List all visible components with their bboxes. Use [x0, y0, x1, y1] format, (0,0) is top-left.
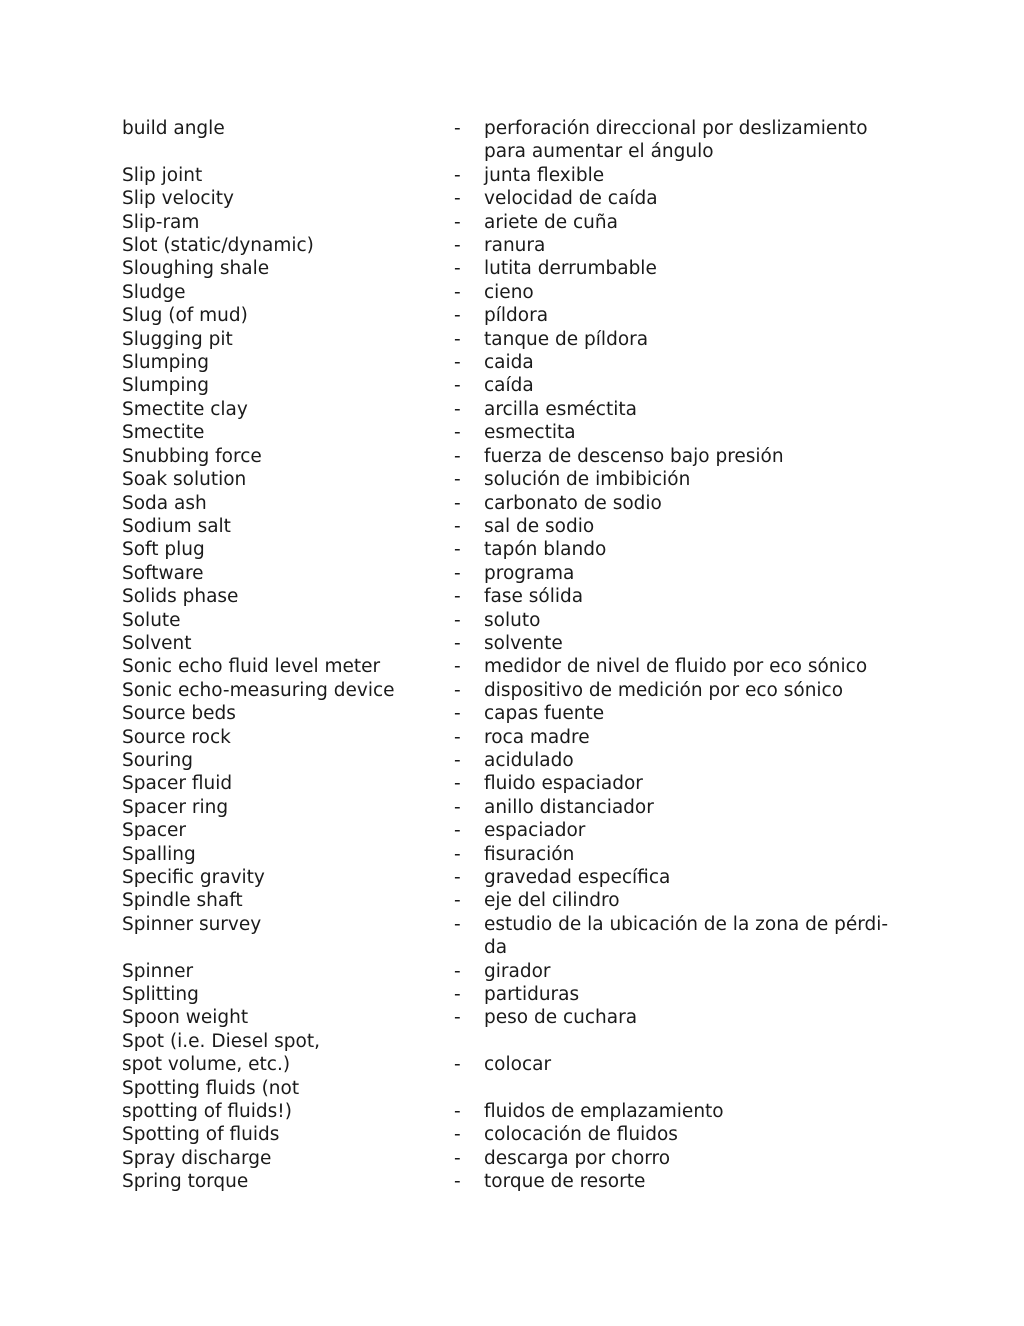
entry-translation: fluido espaciador [484, 773, 643, 795]
glossary-entry [122, 562, 902, 585]
entry-term: Solvent [122, 632, 192, 654]
entry-translation: programa [484, 562, 575, 584]
entry-dash: - [454, 1007, 461, 1029]
entry-translation: carbonato de sodio [484, 492, 662, 514]
glossary-entry [122, 1170, 902, 1193]
glossary-entry [122, 585, 902, 608]
entry-translation: dispositivo de medición por eco sónico [484, 679, 844, 701]
entry-term: Splitting [122, 984, 199, 1006]
entry-term: Smectite [122, 422, 205, 444]
entry-translation: esmectita [484, 422, 576, 444]
entry-term: Spring torque [122, 1171, 249, 1193]
entry-term: Spray discharge [122, 1147, 272, 1169]
entry-translation: caída [484, 375, 534, 397]
entry-translation: peso de cuchara [484, 1007, 638, 1029]
glossary-entry [122, 702, 902, 725]
glossary-entry [122, 211, 902, 234]
entry-translation: torque de resorte [484, 1171, 646, 1193]
entry-term: Slip-ram [122, 211, 200, 233]
entry-dash: - [454, 679, 461, 701]
entry-term: Spacer fluid [122, 773, 233, 795]
entry-term: Smectite clay [122, 398, 248, 420]
entry-translation: anillo distanciador [484, 796, 654, 818]
entry-term: Spinner [122, 960, 194, 982]
entry-dash: - [454, 749, 461, 771]
entry-term: Soft plug [122, 539, 205, 561]
entry-translation: capas fuente [484, 703, 605, 725]
glossary-entry [122, 960, 902, 983]
entry-translation: descarga por chorro [484, 1147, 671, 1169]
glossary-entry [122, 843, 902, 866]
entry-translation: fase sólida [484, 586, 584, 608]
entry-term: Spot (i.e. Diesel spot, spot volume, etc.) [122, 1030, 320, 1076]
glossary-entry [122, 772, 902, 795]
entry-dash: - [454, 726, 461, 748]
entry-dash: - [454, 492, 461, 514]
entry-term: Soak solution [122, 469, 247, 491]
entry-term: Slip velocity [122, 188, 234, 210]
glossary-entry [122, 1147, 902, 1170]
entry-term: Snubbing force [122, 445, 262, 467]
entry-term: Sloughing shale [122, 258, 270, 280]
entry-translation: acidulado [484, 749, 574, 771]
entry-translation: tapón blando [484, 539, 607, 561]
entry-term: Solids phase [122, 586, 239, 608]
glossary-entry [122, 866, 902, 889]
entry-dash: - [454, 352, 461, 374]
entry-translation: estudio de la ubicación de la zona de pérdi- da [484, 913, 889, 959]
entry-dash: - [454, 913, 461, 935]
glossary-entry [122, 655, 902, 678]
entry-translation: tanque de píldora [484, 328, 649, 350]
glossary-entry [122, 117, 902, 164]
entry-term: Sludge [122, 281, 186, 303]
entry-dash: - [454, 235, 461, 257]
entry-term: Slugging pit [122, 328, 233, 350]
entry-dash: - [454, 375, 461, 397]
entry-dash: - [454, 1171, 461, 1193]
entry-translation: ariete de cuña [484, 211, 618, 233]
entry-dash: - [454, 281, 461, 303]
entry-translation: píldora [484, 305, 549, 327]
entry-translation: fuerza de descenso bajo presión [484, 445, 784, 467]
entry-dash: - [454, 703, 461, 725]
entry-term: Slug (of mud) [122, 305, 248, 327]
glossary-entry [122, 1006, 902, 1029]
entry-term: Spinner survey [122, 913, 262, 935]
entry-translation: arcilla esméctita [484, 398, 637, 420]
entry-dash: - [454, 164, 461, 186]
entry-dash: - [454, 890, 461, 912]
entry-dash: - [454, 188, 461, 210]
entry-translation: solución de imbibición [484, 469, 691, 491]
entry-dash: - [454, 773, 461, 795]
glossary-entry [122, 1077, 902, 1124]
entry-term: Souring [122, 749, 194, 771]
glossary-entry [122, 726, 902, 749]
entry-term: Spindle shaft [122, 890, 243, 912]
entry-term: Spacer ring [122, 796, 229, 818]
entry-term: Spotting of fluids [122, 1124, 280, 1146]
entry-translation: soluto [484, 609, 541, 631]
glossary-entry [122, 445, 902, 468]
entry-term: Slumping [122, 352, 209, 374]
glossary-entry [122, 1030, 902, 1077]
entry-dash: - [454, 632, 461, 654]
glossary-entry [122, 304, 902, 327]
entry-translation: colocar [484, 1054, 552, 1076]
entry-term: Spoon weight [122, 1007, 249, 1029]
entry-dash: - [454, 562, 461, 584]
entry-translation: ranura [484, 235, 546, 257]
glossary-list [122, 117, 902, 1194]
entry-dash: - [454, 515, 461, 537]
glossary-entry [122, 889, 902, 912]
entry-term: Source rock [122, 726, 231, 748]
entry-term: Sonic echo fluid level meter [122, 656, 381, 678]
entry-dash: - [454, 398, 461, 420]
entry-term: Slumping [122, 375, 209, 397]
entry-term: Source beds [122, 703, 236, 725]
glossary-entry [122, 374, 902, 397]
glossary-entry [122, 398, 902, 421]
glossary-entry [122, 749, 902, 772]
entry-translation: caida [484, 352, 534, 374]
entry-dash: - [454, 1101, 461, 1123]
entry-translation: velocidad de caída [484, 188, 658, 210]
glossary-entry [122, 819, 902, 842]
entry-term: build angle [122, 118, 225, 139]
entry-term: Spalling [122, 843, 196, 865]
entry-dash: - [454, 586, 461, 608]
glossary-entry [122, 983, 902, 1006]
entry-dash: - [454, 609, 461, 631]
glossary-entry [122, 257, 902, 280]
entry-dash: - [454, 796, 461, 818]
entry-dash: - [454, 960, 461, 982]
glossary-entry [122, 632, 902, 655]
entry-translation: espaciador [484, 820, 586, 842]
glossary-entry [122, 679, 902, 702]
glossary-entry [122, 796, 902, 819]
entry-translation: fluidos de emplazamiento [484, 1101, 724, 1123]
entry-dash: - [454, 820, 461, 842]
entry-term: Software [122, 562, 204, 584]
glossary-entry [122, 328, 902, 351]
entry-dash: - [454, 867, 461, 888]
entry-term: Slot (static/dynamic) [122, 235, 314, 257]
entry-translation: colocación de fluidos [484, 1124, 678, 1146]
entry-term: Slip joint [122, 164, 203, 186]
entry-dash: - [454, 328, 461, 350]
glossary-entry [122, 351, 902, 374]
entry-term: Spacer [122, 820, 186, 842]
entry-term: Sodium salt [122, 515, 231, 537]
entry-translation: perforación direccional por deslizamiento para aumentar el ángulo [484, 118, 868, 163]
entry-dash: - [454, 305, 461, 327]
glossary-entry [122, 421, 902, 444]
entry-translation: partiduras [484, 984, 580, 1006]
entry-translation: girador [484, 960, 551, 982]
entry-translation: junta flexible [484, 164, 605, 186]
entry-dash: - [454, 539, 461, 561]
glossary-entry [122, 468, 902, 491]
entry-term: Specific gravity [122, 867, 265, 888]
glossary-entry [122, 281, 902, 304]
entry-dash: - [454, 469, 461, 491]
entry-dash: - [454, 445, 461, 467]
entry-dash: - [454, 1054, 461, 1076]
entry-term: Soda ash [122, 492, 207, 514]
glossary-entry [122, 234, 902, 257]
entry-translation: roca madre [484, 726, 590, 748]
glossary-entry [122, 164, 902, 187]
entry-translation: solvente [484, 632, 563, 654]
entry-term: Sonic echo-measuring device [122, 679, 395, 701]
glossary-entry [122, 492, 902, 515]
entry-translation: gravedad específica [484, 867, 671, 888]
entry-dash: - [454, 118, 461, 139]
entry-translation: fisuración [484, 843, 575, 865]
glossary-entry [122, 913, 902, 960]
glossary-entry [122, 609, 902, 632]
glossary-entry [122, 515, 902, 538]
entry-term: Spotting fluids (not spotting of fluids!) [122, 1077, 300, 1123]
glossary-entry [122, 1123, 902, 1146]
entry-dash: - [454, 1147, 461, 1169]
entry-dash: - [454, 984, 461, 1006]
entry-translation: lutita derrumbable [484, 258, 657, 280]
entry-dash: - [454, 1124, 461, 1146]
entry-translation: sal de sodio [484, 515, 595, 537]
entry-dash: - [454, 211, 461, 233]
entry-dash: - [454, 258, 461, 280]
entry-translation: medidor de nivel de fluido por eco sónico [484, 656, 868, 678]
glossary-entry [122, 538, 902, 561]
entry-term: Solute [122, 609, 181, 631]
glossary-entry [122, 187, 902, 210]
entry-dash: - [454, 843, 461, 865]
entry-translation: eje del cilindro [484, 890, 620, 912]
entry-translation: cieno [484, 281, 534, 303]
entry-dash: - [454, 422, 461, 444]
entry-dash: - [454, 656, 461, 678]
